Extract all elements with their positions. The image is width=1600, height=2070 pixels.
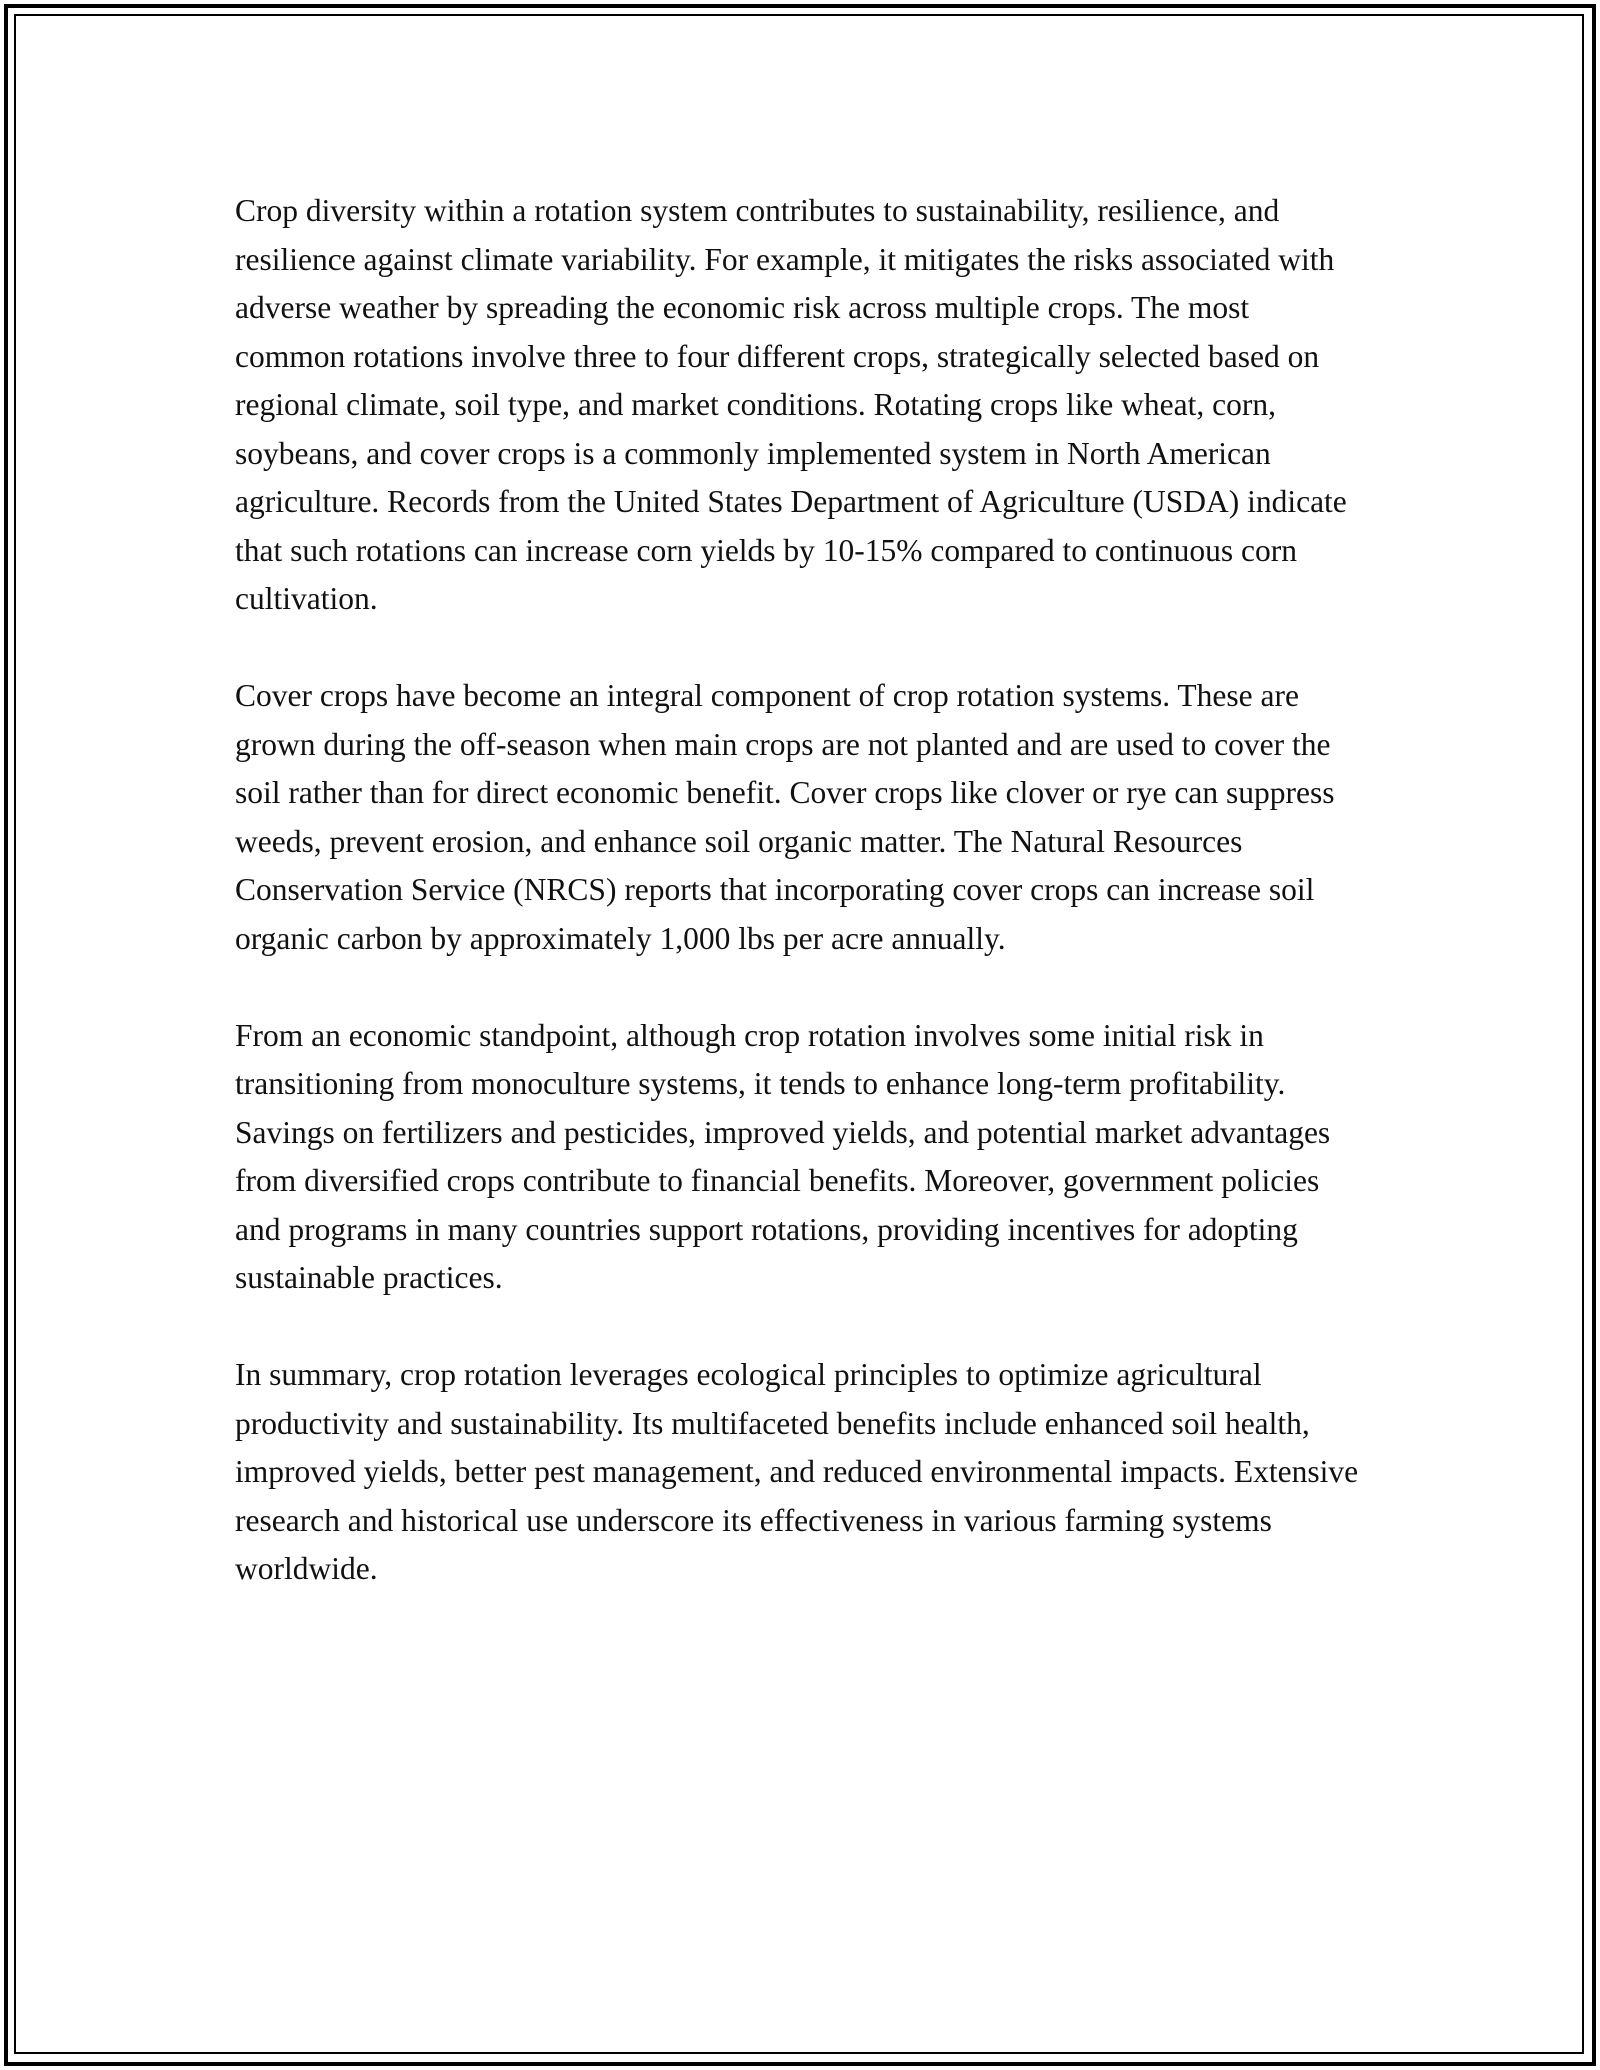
paragraph-summary: In summary, crop rotation leverages ecological principles to optimize agricultural productivity and sustainability. Its multifaceted benefits include enhanced soil health, improved yields, better pest management, and reduced environmental impacts. Extensive research and historical use underscore its effectiveness in various farming systems worldwide.: [235, 1357, 1359, 1586]
paragraph-economics: From an economic standpoint, although crop rotation involves some initial risk in transitioning from monoculture systems, it tends to enhance long-term profitability. Savings on fertilizers and pesticides, improved yields, and potential market advantages from diversified crops contribute to financial benefits. Moreover, government policies and programs in many countries support rotations, providing incentives for adopting sustainable practices.: [235, 1017, 1331, 1295]
document-body: [235, 187, 1365, 1642]
paragraph-crop-diversity: Crop diversity within a rotation system contributes to sustainability, resilience, and resilience against climate variability. For example, it mitigates the risks associated with adverse weather by spreading the economic risk across multiple crops. The most common rotations involve three to four different crops, strategically selected based on regional climate, soil type, and market conditions. Rotating crops like wheat, corn, soybeans, and cover crops is a commonly implemented system in North American agriculture. Records from the United States Department of Agriculture (USDA) indicate that such rotations can increase corn yields by 10-15% compared to continuous corn cultivation.: [235, 193, 1347, 616]
paragraph-cover-crops: Cover crops have become an integral component of crop rotation systems. These are grown during the off-season when main crops are not planted and are used to cover the soil rather than for direct economic benefit. Cover crops like clover or rye can suppress weeds, prevent erosion, and enhance soil organic matter. The Natural Resources Conservation Service (NRCS) reports that incorporating cover crops can increase soil organic carbon by approximately 1,000 lbs per acre annually.: [235, 678, 1335, 956]
